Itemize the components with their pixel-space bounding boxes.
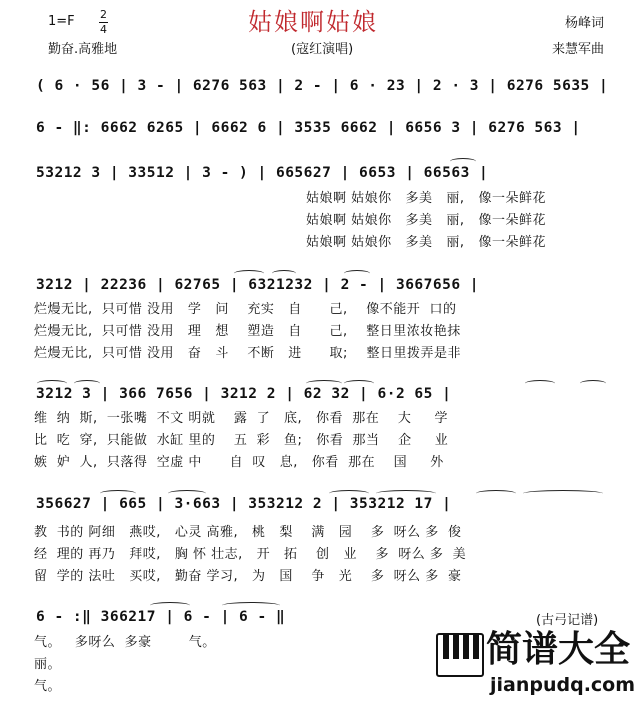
slur-mark bbox=[222, 602, 280, 609]
slur-mark bbox=[37, 380, 67, 387]
lyrics-row-7-verse-3: 气。 bbox=[34, 679, 62, 694]
notation-row-3: 53212 3 | 33512 | 3 - ) | 665627 | 6653 | 66563 | bbox=[36, 165, 489, 181]
song-title: 姑娘啊姑娘 bbox=[248, 8, 378, 36]
notation-row-1: ( 6 · 56 | 3 - | 6276 563 | 2 - | 6 · 23 | 2 · 3 | 6276 5635 | bbox=[36, 78, 609, 94]
slur-mark bbox=[344, 270, 370, 277]
lyricist: 杨峰词 bbox=[565, 16, 605, 31]
lyrics-row-6-verse-3: 留 学的 法吐 买哎, 勤奋 学习, 为 国 争 光 多 呀么 多 豪 bbox=[34, 569, 462, 584]
notation-row-7: 6 - :‖ 366217 | 6 - | 6 - ‖ bbox=[36, 609, 286, 625]
slur-mark bbox=[580, 380, 606, 387]
composer: 来慧军曲 bbox=[552, 42, 605, 57]
slur-mark bbox=[523, 490, 603, 497]
lyrics-row-4-verse-3: 烂熳无比, 只可惜 没用 奋 斗 不断 进 取; 整日里拨弄是非 bbox=[34, 346, 461, 361]
tempo-marking: 勤奋.高雅地 bbox=[48, 42, 118, 57]
lyrics-row-7-verse-1: 气。 多呀么 多豪 气。 bbox=[34, 635, 216, 650]
notation-row-2: 6 - ‖: 6662 6265 | 6662 6 | 3535 6662 | 6656 3 | 6276 563 | bbox=[36, 120, 581, 136]
slur-mark bbox=[450, 158, 476, 165]
lyrics-row-3-verse-1: 姑娘啊 姑娘你 多美 丽, 像一朵鲜花 bbox=[306, 191, 546, 206]
transcriber-note: (古弓记谱) bbox=[536, 613, 599, 628]
slur-mark bbox=[74, 380, 100, 387]
singer: (寇红演唱) bbox=[291, 42, 354, 57]
piano-keys-icon bbox=[436, 633, 484, 677]
slur-mark bbox=[306, 380, 342, 387]
key-signature: 1=F bbox=[48, 14, 75, 29]
lyrics-row-5-verse-3: 嫉 妒 人, 只落得 空虚 中 自 叹 息, 你看 那在 国 外 bbox=[34, 455, 444, 470]
lyrics-row-7-verse-2: 丽。 bbox=[34, 657, 62, 672]
slur-mark bbox=[376, 490, 436, 497]
slur-mark bbox=[344, 380, 374, 387]
lyrics-row-4-verse-2: 烂熳无比, 只可惜 没用 理 想 塑造 自 己, 整日里浓妆艳抹 bbox=[34, 324, 461, 339]
slur-mark bbox=[100, 490, 136, 497]
slur-mark bbox=[234, 270, 264, 277]
time-signature-top: 2 bbox=[100, 8, 107, 21]
slur-mark bbox=[476, 490, 516, 497]
time-signature-bottom: 4 bbox=[100, 23, 107, 36]
lyrics-row-5-verse-2: 比 吃 穿, 只能做 水缸 里的 五 彩 鱼; 你看 那当 企 业 bbox=[34, 433, 449, 448]
lyrics-row-5-verse-1: 维 纳 斯, 一张嘴 不文 明就 露 了 底, 你看 那在 大 学 bbox=[34, 411, 448, 426]
lyrics-row-3-verse-3: 姑娘啊 姑娘你 多美 丽, 像一朵鲜花 bbox=[306, 235, 546, 250]
lyrics-row-3-verse-2: 姑娘啊 姑娘你 多美 丽, 像一朵鲜花 bbox=[306, 213, 546, 228]
slur-mark bbox=[525, 380, 555, 387]
notation-row-6: 356627 | 665 | 3·663 | 353212 2 | 353212 17 | bbox=[36, 496, 452, 512]
slur-mark bbox=[272, 270, 296, 277]
watermark-url: jianpudq.com bbox=[490, 674, 636, 696]
slur-mark bbox=[150, 602, 190, 609]
watermark-title: 简谱大全 bbox=[486, 629, 631, 670]
lyrics-row-6-verse-2: 经 理的 再乃 拜哎, 胸 怀 壮志, 开 拓 创 业 多 呀么 多 美 bbox=[34, 547, 467, 562]
lyrics-row-4-verse-1: 烂熳无比, 只可惜 没用 学 问 充实 自 己, 像不能开 口的 bbox=[34, 302, 457, 317]
slur-mark bbox=[168, 490, 206, 497]
lyrics-row-6-verse-1: 教 书的 阿细 燕哎, 心灵 高雅, 桃 梨 满 园 多 呀么 多 俊 bbox=[34, 525, 462, 540]
notation-row-5: 3212 3 | 366 7656 | 3212 2 | 62 32 | 6·2 65 | bbox=[36, 386, 452, 402]
notation-row-4: 3212 | 22236 | 62765 | 6321232 | 2 - | 3667656 | bbox=[36, 277, 480, 293]
slur-mark bbox=[329, 490, 369, 497]
